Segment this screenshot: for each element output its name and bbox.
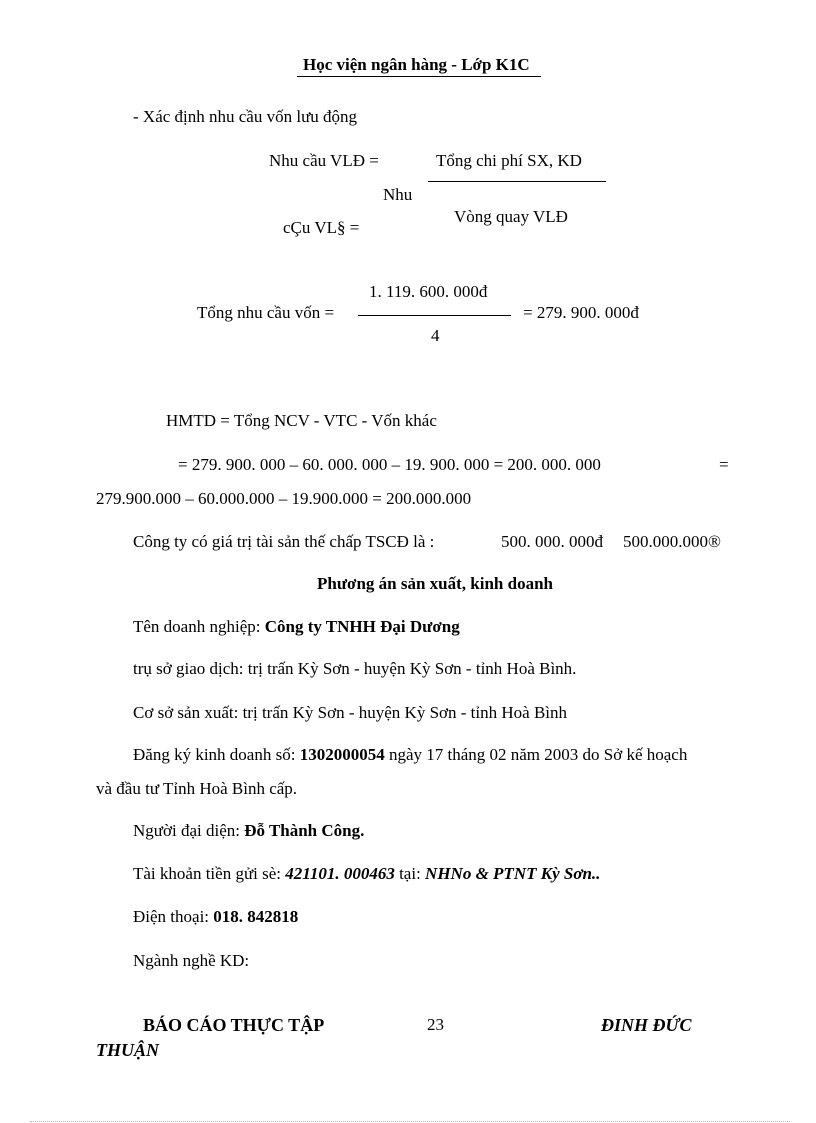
facility-address: Cơ sở sản xuất: trị trấn Kỳ Sơn - huyện Kỳ Sơn - tỉnh Hoà Bình	[133, 703, 568, 722]
account-number: 421101. 000463	[285, 864, 395, 883]
total-numerator: 1. 119. 600. 000đ	[369, 282, 488, 301]
collateral-label: Công ty có giá trị tài sản thế chấp TSCĐ là :	[133, 532, 435, 551]
total-result: = 279. 900. 000đ	[523, 303, 639, 322]
total-fraction-line	[358, 315, 511, 316]
hmtd-eq-sign: =	[719, 455, 729, 474]
representative-row	[133, 821, 364, 841]
header-underline	[297, 76, 541, 77]
collateral-value-garbled: 500.000.000®	[623, 532, 721, 551]
account-at: tại:	[399, 864, 421, 883]
page-bottom-divider	[30, 1121, 790, 1122]
industry-label: Ngành nghề KD:	[133, 951, 250, 970]
demand-garbled-text: cÇu VL§ =	[283, 218, 360, 237]
hmtd-calc-compact: 279.900.000 – 60.000.000 – 19.900.000 = 200.000.000	[96, 489, 472, 508]
demand-denominator: Vòng quay VLĐ	[454, 207, 568, 226]
collateral-value: 500. 000. 000đ	[501, 532, 603, 551]
company-label: Tên doanh nghiệp:	[133, 617, 261, 636]
representative-name: Đỗ Thành Công.	[244, 821, 365, 840]
company-row	[133, 617, 460, 637]
plan-heading: Phương án sản xuất, kinh doanh	[317, 574, 553, 593]
footer-page-number: 23	[427, 1015, 444, 1034]
total-denominator: 4	[431, 326, 440, 345]
page-header-title: Học viện ngân hàng - Lớp K1C	[303, 55, 530, 74]
account-label: Tài khoản tiền gửi sè:	[133, 864, 282, 883]
phone-row	[133, 907, 298, 927]
hmtd-calc-spaced: = 279. 900. 000 – 60. 000. 000 – 19. 900. 000 = 200. 000. 000	[178, 455, 601, 474]
demand-numerator: Tổng chi phí SX, KD	[436, 151, 582, 170]
demand-lhs-label: Nhu cầu VLĐ =	[269, 151, 379, 170]
representative-label: Người đại diện:	[133, 821, 240, 840]
hmtd-formula: HMTD = Tổng NCV - VTC - Vốn khác	[166, 411, 437, 430]
phone-number: 018. 842818	[213, 907, 299, 926]
footer-author-line1: ĐINH ĐỨC	[601, 1015, 692, 1035]
demand-fraction-line	[428, 181, 606, 182]
phone-label: Điện thoại:	[133, 907, 210, 926]
account-row	[133, 864, 600, 884]
registration-line2: và đầu tư Tỉnh Hoà Bình cấp.	[96, 779, 298, 798]
registration-row	[133, 745, 687, 765]
footer-report-title: BÁO CÁO THỰC TẬP	[143, 1015, 325, 1035]
registration-rest: ngày 17 tháng 02 năm 2003 do Sở kế hoạch	[388, 745, 688, 764]
demand-overlap-word: Nhu	[383, 185, 413, 204]
total-lhs-label: Tổng nhu cầu vốn =	[197, 303, 335, 322]
footer-author-line2: THUẬN	[96, 1040, 159, 1060]
office-address: trụ sở giao dịch: trị trấn Kỳ Sơn - huyện Kỳ Sơn - tỉnh Hoà Bình.	[133, 659, 577, 678]
section-intro: - Xác định nhu cầu vốn lưu động	[133, 107, 358, 126]
company-name: Công ty TNHH Đại Dương	[264, 617, 460, 636]
registration-number: 1302000054	[299, 745, 385, 764]
registration-label: Đăng ký kinh doanh số:	[133, 745, 296, 764]
account-bank: NHNo & PTNT Kỳ Sơn..	[425, 864, 601, 883]
